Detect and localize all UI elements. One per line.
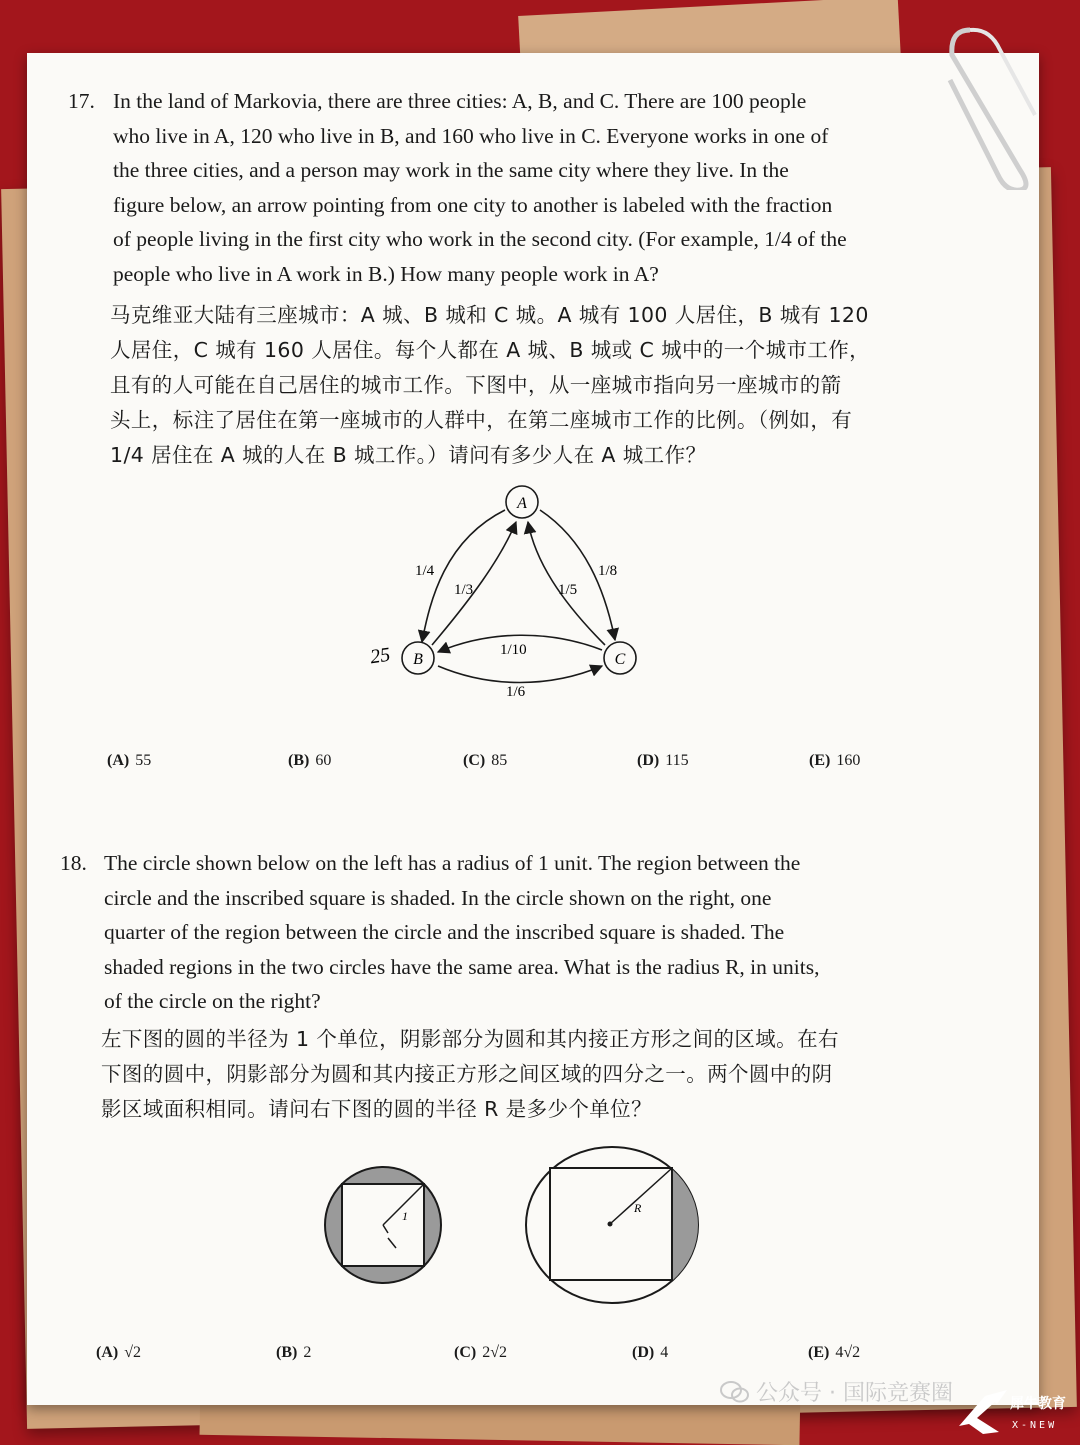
node-a-label: A [517, 495, 527, 512]
edge-label-c-a: 1/5 [558, 582, 578, 598]
choice-letter: (D) [632, 1344, 655, 1361]
choice-letter: (E) [809, 752, 831, 769]
left-radius-label: 1 [402, 1209, 408, 1223]
q17-en-line: In the land of Markovia, there are three cities: A, B, and C. There are 100 people [113, 89, 807, 113]
edge-b-to-a [432, 522, 516, 645]
logo-chinese: 犀牛教育 [1010, 1396, 1066, 1412]
q17-english-text [113, 84, 1003, 291]
q17-zh-line: 马克维亚大陆有三座城市：A 城、B 城和 C 城。A 城有 100 人居住，B 城有 120 [110, 303, 869, 327]
node-b-label: B [413, 651, 423, 668]
q17-choice-e[interactable] [809, 752, 860, 770]
choice-value: √2 [124, 1344, 141, 1361]
choice-value: 4 [660, 1344, 669, 1361]
q18-choice-a[interactable] [96, 1344, 141, 1362]
q18-number: 18. [60, 851, 87, 875]
right-radius-label: R [634, 1201, 642, 1215]
q18-left-circle-figure [318, 1160, 448, 1290]
q17-choice-c[interactable] [463, 752, 507, 770]
edge-label-a-c: 1/8 [598, 563, 618, 579]
handwritten-note: 25 [368, 643, 392, 669]
q17-zh-line: 人居住，C 城有 160 人居住。每个人都在 A 城、B 城或 C 城中的一个城市工作， [110, 338, 871, 362]
q17-city-diagram [350, 480, 670, 710]
q18-english-text [104, 846, 994, 1019]
wechat-icon [720, 1380, 750, 1404]
q17-chinese-text [110, 298, 1005, 473]
edge-label-a-b: 1/4 [415, 563, 435, 579]
q18-choice-c[interactable] [454, 1344, 507, 1362]
q18-choice-d[interactable] [632, 1344, 668, 1362]
choice-value: 4√2 [835, 1344, 861, 1361]
choice-letter: (E) [808, 1344, 830, 1361]
q18-right-circle-figure [520, 1140, 705, 1310]
choice-value: 115 [665, 752, 689, 769]
q18-en-line: quarter of the region between the circle and the inscribed square is shaded. The [104, 920, 785, 944]
q18-en-line: circle and the inscribed square is shaded. In the circle shown on the right, one [104, 885, 772, 910]
q18-en-line: The circle shown below on the left has a radius of 1 unit. The region between the [104, 851, 801, 875]
choice-value: 55 [135, 752, 152, 769]
edge-a-to-b [422, 510, 505, 642]
q18-zh-line: 左下图的圆的半径为 1 个单位，阴影部分为圆和其内接正方形之间的区域。在右 [101, 1027, 839, 1051]
q18-en-line: shaded regions in the two circles have the same area. What is the radius R, in units, [104, 954, 820, 979]
choice-value: 160 [836, 752, 861, 769]
edge-label-b-c: 1/6 [506, 684, 526, 700]
q17-choices [0, 752, 1080, 786]
edge-label-b-a: 1/3 [454, 582, 474, 598]
choice-value: 2√2 [482, 1344, 507, 1361]
edge-label-c-b: 1/10 [500, 642, 527, 658]
logo-english: X-NEW [1012, 1420, 1058, 1431]
node-c-label: C [614, 651, 626, 668]
q17-choice-d[interactable] [637, 752, 689, 770]
q18-zh-line: 下图的圆中，阴影部分为圆和其内接正方形之间区域的四分之一。两个圆中的阴 [101, 1062, 833, 1086]
choice-value: 60 [315, 752, 332, 769]
edge-b-to-c [438, 666, 602, 683]
q18-chinese-text [101, 1022, 996, 1127]
choice-letter: (C) [463, 752, 486, 769]
q17-zh-line: 1/4 居住在 A 城的人在 B 城工作。）请问有多少人在 A 城工作？ [110, 443, 707, 467]
watermark [720, 1376, 953, 1407]
q17-en-line: of people living in the first city who work in the second city. (For example, 1/4 of the [113, 227, 847, 251]
q18-choice-e[interactable] [808, 1344, 860, 1362]
q17-zh-line: 且有的人可能在自己居住的城市工作。下图中，从一座城市指向另一座城市的箭 [110, 373, 842, 397]
choice-letter: (A) [96, 1344, 119, 1361]
q18-zh-line: 影区域面积相同。请问右下图的圆的半径 R 是多少个单位？ [101, 1097, 652, 1121]
q17-zh-line: 头上，标注了居住在第一座城市的人群中，在第二座城市工作的比例。（例如，有 [110, 408, 853, 432]
choice-letter: (B) [288, 752, 310, 769]
choice-letter: (B) [276, 1344, 298, 1361]
q17-en-line: people who live in A work in B.) How many people work in A? [113, 261, 659, 286]
choice-letter: (C) [454, 1344, 477, 1361]
q17-choice-a[interactable] [107, 752, 151, 770]
q17-en-line: figure below, an arrow pointing from one city to another is labeled with the fraction [113, 192, 833, 217]
choice-letter: (A) [107, 752, 130, 769]
q17-number: 17. [68, 89, 95, 113]
choice-value: 2 [303, 1344, 312, 1361]
q18-choices [0, 1344, 1080, 1378]
choice-value: 85 [491, 752, 508, 769]
q17-en-line: who live in A, 120 who live in B, and 160 who live in C. Everyone works in one of [113, 123, 829, 148]
q18-choice-b[interactable] [276, 1344, 311, 1362]
choice-letter: (D) [637, 752, 660, 769]
q18-en-line: of the circle on the right? [104, 989, 321, 1013]
q17-en-line: the three cities, and a person may work in the same city where they live. In the [113, 158, 789, 182]
q17-choice-b[interactable] [288, 752, 331, 770]
watermark-text: 公众号 · 国际竞赛圈 [756, 1381, 953, 1406]
